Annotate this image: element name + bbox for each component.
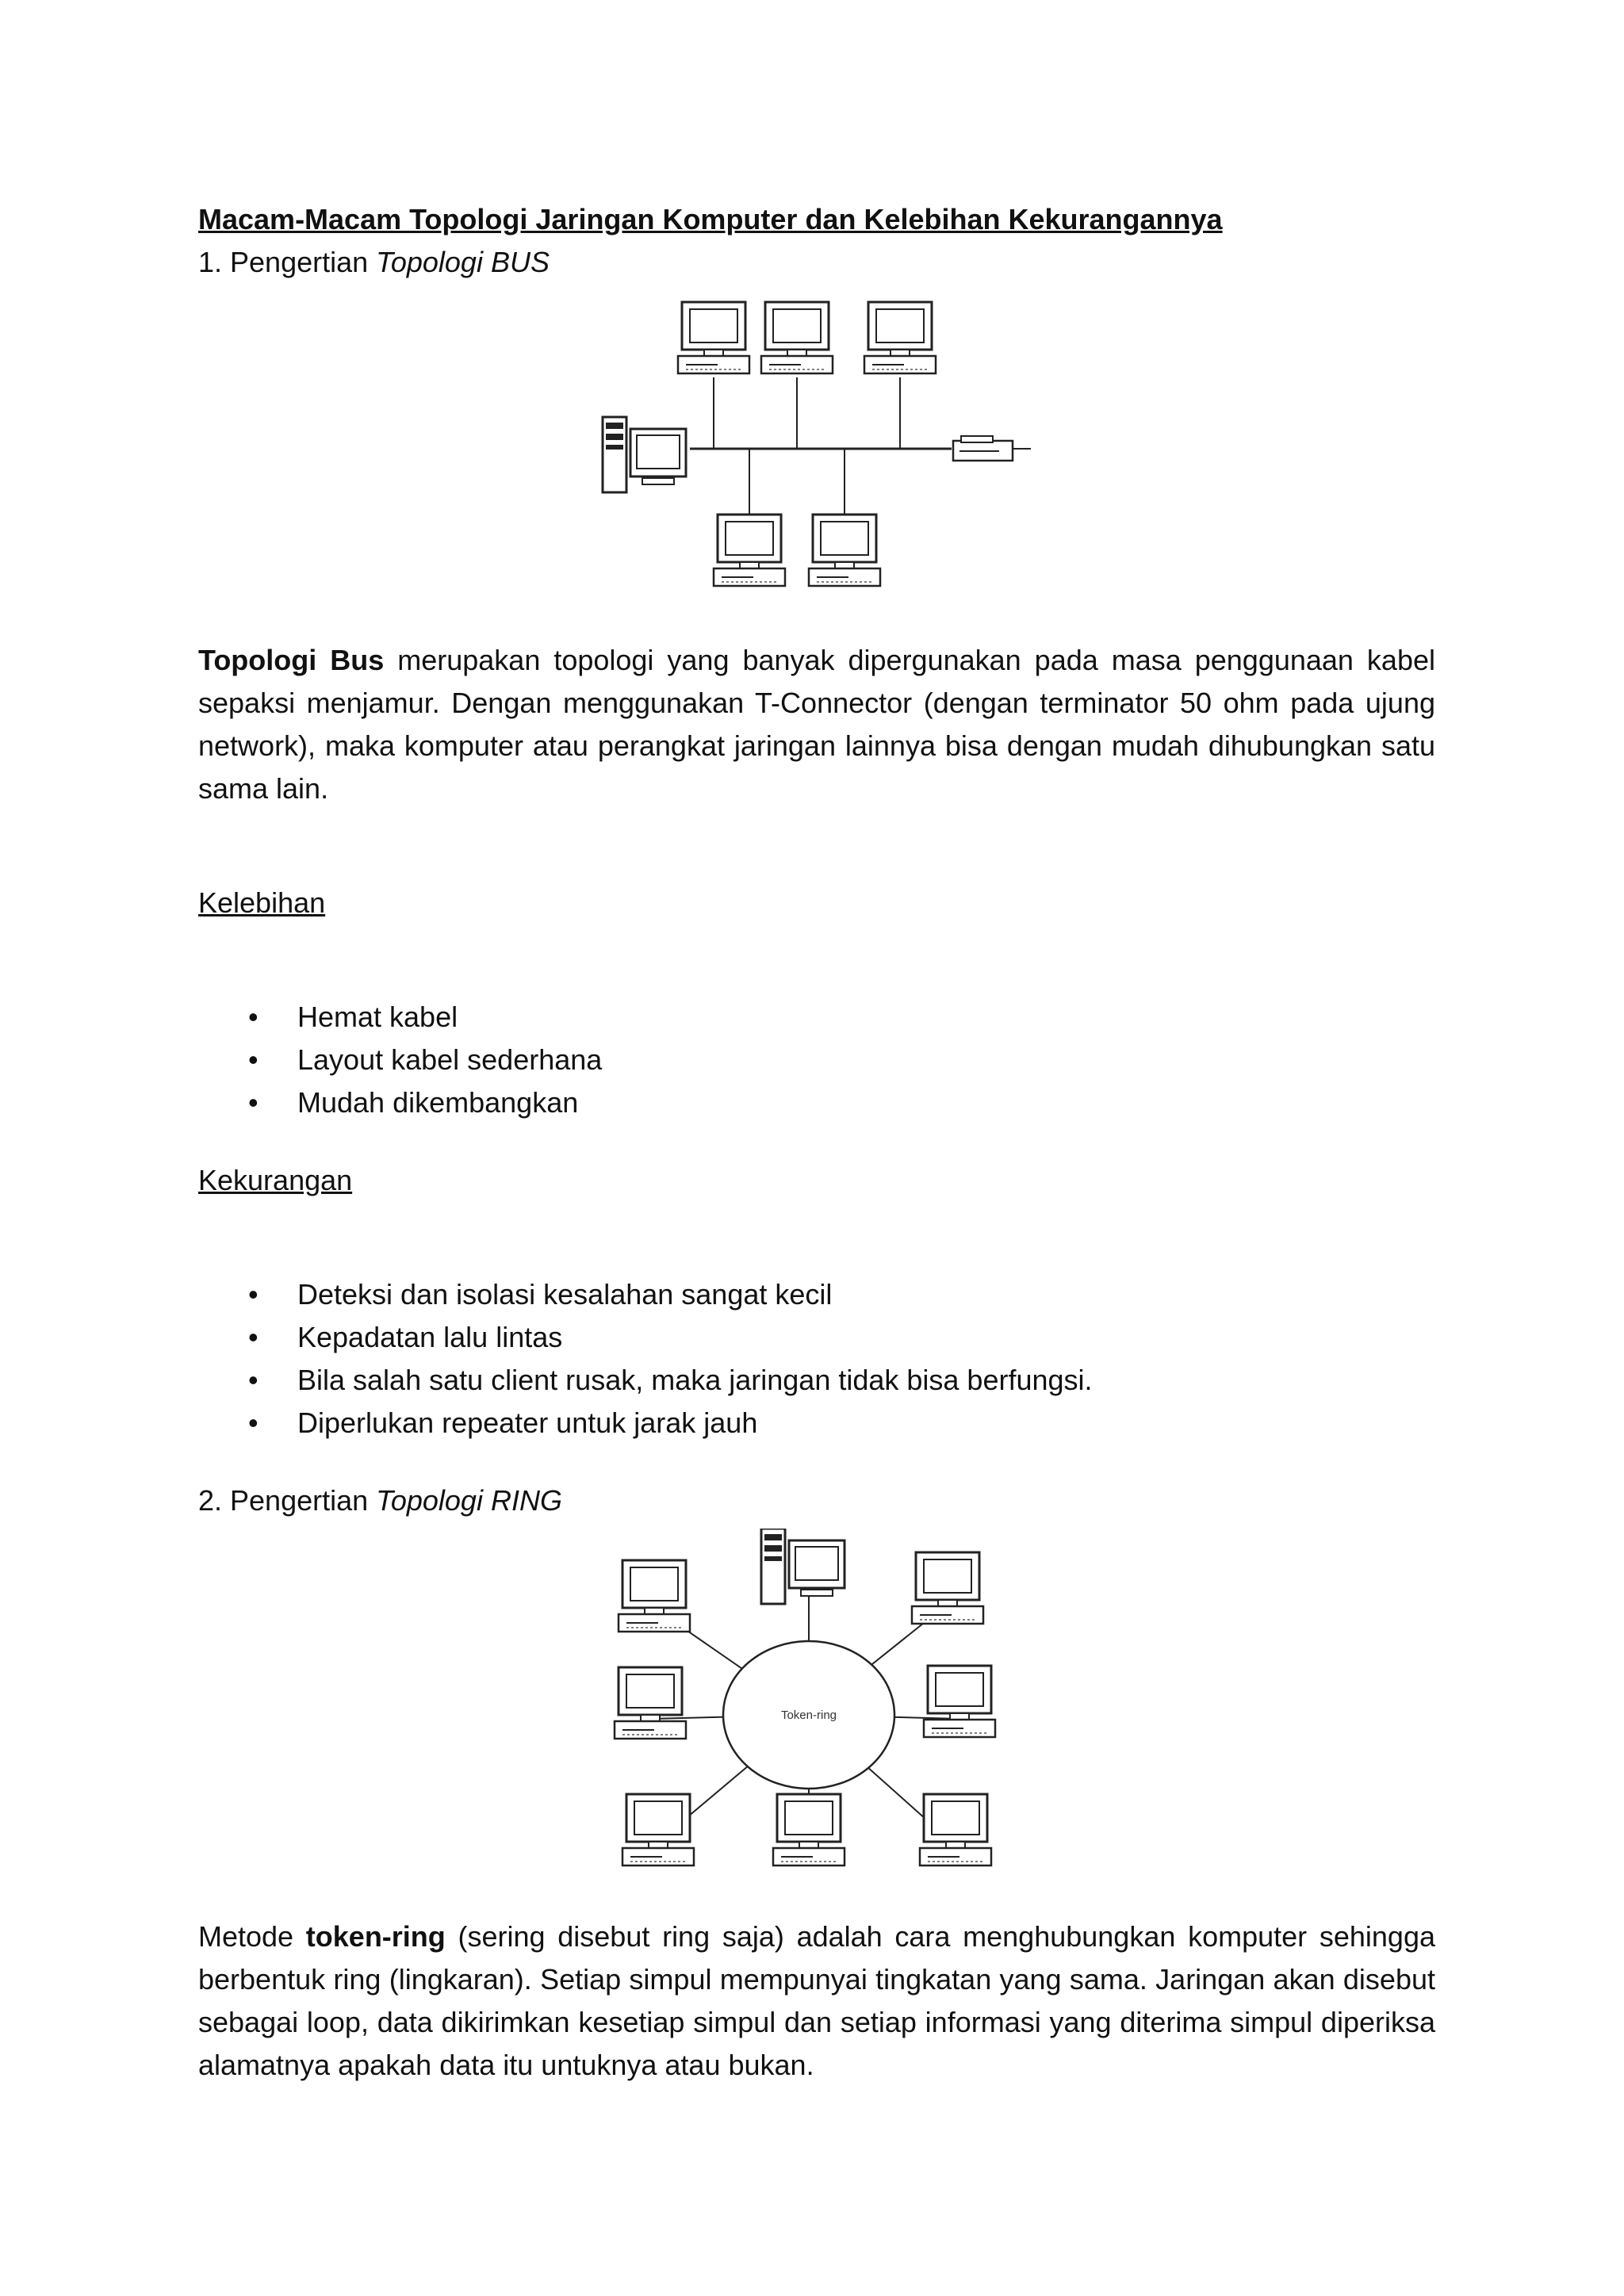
ring-description-bold: token-ring <box>305 1920 446 1953</box>
bus-computer-5-icon <box>809 515 880 586</box>
kekurangan-list <box>198 1273 1435 1445</box>
bus-computer-2-icon <box>761 302 833 373</box>
bus-description <box>198 639 1435 810</box>
kelebihan-label: Kelebihan <box>198 886 326 919</box>
list-item: • Deteksi dan isolasi kesalahan sangat kecil <box>198 1273 1435 1316</box>
ring-computer-7-icon <box>920 1794 991 1866</box>
ring-description <box>198 1915 1435 2087</box>
section1-heading <box>198 241 1435 284</box>
ring-server-icon <box>761 1529 845 1604</box>
list-item: • Diperlukan repeater untuk jarak jauh <box>198 1402 1435 1445</box>
bus-description-bold: Topologi Bus <box>198 644 385 676</box>
ring-computer-1-icon <box>619 1560 690 1632</box>
bus-computer-3-icon <box>864 302 936 373</box>
section1-heading-prefix: 1. Pengertian <box>198 246 377 278</box>
ring-topology-diagram <box>579 1529 1055 1901</box>
section2-heading-italic: Topologi RING <box>376 1484 562 1517</box>
bus-computer-1-icon <box>678 302 749 373</box>
token-ring-label: Token-ring <box>780 1709 837 1722</box>
ring-computer-2-icon <box>912 1552 983 1624</box>
list-item: • Mudah dikembangkan <box>198 1081 1435 1124</box>
section2-heading <box>198 1479 1435 1522</box>
document-title: Macam-Macam Topologi Jaringan Komputer dan Kelebihan Kekurangannya <box>198 203 1223 235</box>
bus-topology-diagram <box>587 290 1047 607</box>
ring-computer-3-icon <box>615 1667 686 1739</box>
ring-computer-6-icon <box>773 1794 845 1866</box>
ring-computer-4-icon <box>924 1666 995 1737</box>
ring-computer-5-icon <box>622 1794 694 1866</box>
kekurangan-label: Kekurangan <box>198 1164 353 1196</box>
ring-description-text: (sering disebut ring saja) adalah cara menghubungkan komputer sehingga berbentuk ring (lingkaran). Setiap simpul mempunyai tingkatan yang sama. Jaringan akan disebut sebagai loop, data dikirimkan kesetiap simpul dan setiap informasi yang diterima simpul diperiksa alamatnya apakah data itu untuknya atau bukan. <box>198 1920 1435 2081</box>
list-item: • Hemat kabel <box>198 996 1435 1039</box>
section2-heading-prefix: 2. Pengertian <box>198 1484 377 1517</box>
bus-description-text: merupakan topologi yang banyak dipergunakan pada masa penggunaan kabel sepaksi menjamur. Dengan menggunakan T-Connector (dengan terminator 50 ohm pada ujung network), maka komputer atau perangkat jaringan lainnya bisa dengan mudah dihubungkan satu sama lain. <box>198 644 1435 805</box>
document-page <box>198 198 1435 2087</box>
list-item: • Layout kabel sederhana <box>198 1039 1435 1081</box>
bus-server-icon <box>603 417 686 492</box>
ring-description-prefix: Metode <box>198 1920 306 1953</box>
list-item: • Kepadatan lalu lintas <box>198 1316 1435 1359</box>
kelebihan-list <box>198 996 1435 1124</box>
bus-computer-4-icon <box>714 515 785 586</box>
printer-icon <box>953 436 1031 461</box>
section1-heading-italic: Topologi BUS <box>376 246 550 278</box>
list-item: • Bila salah satu client rusak, maka jaringan tidak bisa berfungsi. <box>198 1359 1435 1402</box>
